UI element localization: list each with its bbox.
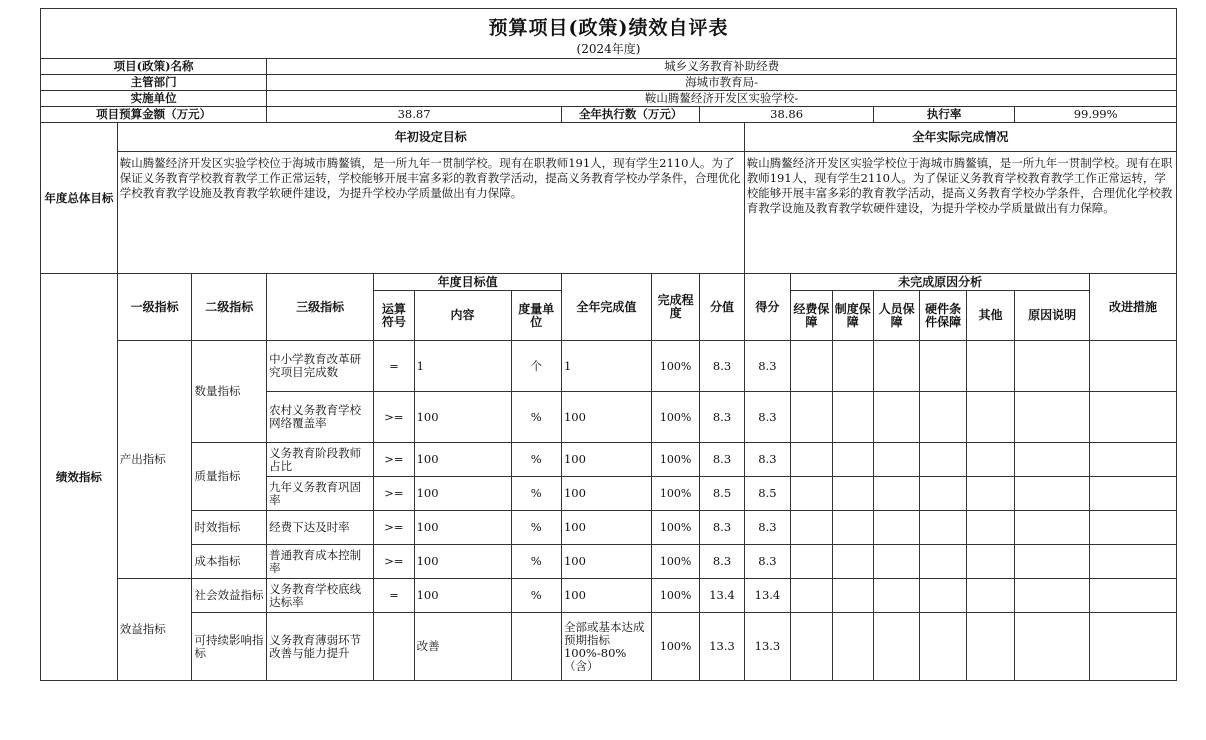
row-unit: % [511, 545, 561, 579]
budget-value: 38.87 [267, 107, 562, 123]
row-level3: 经费下达及时率 [267, 511, 374, 545]
reason-cell [873, 443, 919, 477]
improve-cell [1089, 545, 1176, 579]
planned-goal-text: 鞍山腾鳌经济开发区实验学校位于海城市腾鳌镇，是一所九年一贯制学校。现有在职教师191人，现有学生2110人。为了保证义务教育学校教育教学工作正常运转，学校能够开展丰富多彩的教育教学活动，提高义务教育学校办学条件，合理优化学校教育教学设施及教育教学软硬件建设，为提升学校办学质量做出有力保障。 [117, 152, 744, 274]
header-content: 内容 [414, 291, 511, 341]
header-unit: 度量单位 [511, 291, 561, 341]
row-value: 8.3 [700, 392, 744, 443]
row-actual: 1 [561, 341, 651, 392]
annual-goal-label: 年度总体目标 [41, 123, 118, 274]
row-score: 8.5 [744, 477, 790, 511]
reason-cell [1015, 511, 1090, 545]
row-level3: 普通教育成本控制率 [267, 545, 374, 579]
row-content: 100 [414, 545, 511, 579]
sheet-title: 预算项目(政策)绩效自评表 [41, 9, 1177, 42]
reason-cell [791, 443, 832, 477]
row-score: 8.3 [744, 443, 790, 477]
row-value: 13.3 [700, 613, 744, 681]
row-content: 1 [414, 341, 511, 392]
row-value: 8.3 [700, 545, 744, 579]
row-content: 100 [414, 579, 511, 613]
row-op: >= [374, 477, 414, 511]
exec-label: 全年执行数（万元） [561, 107, 699, 123]
row-level3: 九年义务教育巩固率 [267, 477, 374, 511]
reason-cell [1015, 579, 1090, 613]
header-score: 得分 [744, 274, 790, 341]
reason-cell [873, 511, 919, 545]
header-actual: 全年完成值 [561, 274, 651, 341]
level2-quantity: 数量指标 [192, 341, 267, 443]
reason-cell [832, 545, 873, 579]
rate-label: 执行率 [873, 107, 1014, 123]
reason-cell [920, 392, 966, 443]
row-content: 100 [414, 443, 511, 477]
header-improve: 改进措施 [1089, 274, 1176, 341]
level1-output: 产出指标 [117, 341, 192, 579]
row-unit: % [511, 477, 561, 511]
row-actual: 100 [561, 392, 651, 443]
row-op: >= [374, 392, 414, 443]
reason-cell [873, 579, 919, 613]
reason-cell [1015, 341, 1090, 392]
budget-label: 项目预算金额（万元） [41, 107, 267, 123]
row-actual: 100 [561, 511, 651, 545]
perf-indicator-label: 绩效指标 [41, 274, 118, 681]
row-unit: 个 [511, 341, 561, 392]
row-score: 8.3 [744, 392, 790, 443]
header-hardware: 硬件条件保障 [920, 291, 966, 341]
row-score: 13.3 [744, 613, 790, 681]
reason-cell [920, 443, 966, 477]
evaluation-table [40, 8, 1177, 681]
level2-cost: 成本指标 [192, 545, 267, 579]
reason-cell [920, 511, 966, 545]
row-op: >= [374, 443, 414, 477]
improve-cell [1089, 443, 1176, 477]
reason-cell [966, 545, 1014, 579]
row-unit: % [511, 443, 561, 477]
reason-cell [920, 613, 966, 681]
reason-cell [966, 443, 1014, 477]
header-funding: 经费保障 [791, 291, 832, 341]
reason-cell [1015, 392, 1090, 443]
row-actual: 100 [561, 443, 651, 477]
row-op: = [374, 341, 414, 392]
row-score: 8.3 [744, 511, 790, 545]
row-value: 8.3 [700, 443, 744, 477]
improve-cell [1089, 392, 1176, 443]
reason-cell [1015, 477, 1090, 511]
reason-cell [920, 579, 966, 613]
row-op: >= [374, 545, 414, 579]
row-content: 改善 [414, 613, 511, 681]
reason-cell [966, 341, 1014, 392]
reason-cell [832, 579, 873, 613]
improve-cell [1089, 613, 1176, 681]
row-actual: 100 [561, 477, 651, 511]
row-level3: 义务教育学校底线达标率 [267, 579, 374, 613]
reason-cell [791, 341, 832, 392]
reason-cell [1015, 613, 1090, 681]
improve-cell [1089, 511, 1176, 545]
row-degree: 100% [651, 545, 699, 579]
reason-cell [966, 579, 1014, 613]
row-unit: % [511, 579, 561, 613]
row-score: 8.3 [744, 341, 790, 392]
row-unit: % [511, 392, 561, 443]
level2-social: 社会效益指标 [192, 579, 267, 613]
reason-cell [791, 613, 832, 681]
level1-benefit: 效益指标 [117, 579, 192, 681]
row-content: 100 [414, 511, 511, 545]
row-op: = [374, 579, 414, 613]
reason-cell [920, 477, 966, 511]
row-op: >= [374, 511, 414, 545]
header-target-group: 年度目标值 [374, 274, 562, 291]
row-content: 100 [414, 477, 511, 511]
row-value: 8.3 [700, 511, 744, 545]
actual-goal-header: 全年实际完成情况 [744, 123, 1176, 152]
reason-cell [873, 613, 919, 681]
reason-cell [832, 392, 873, 443]
row-unit [511, 613, 561, 681]
dept-value: 海城市教育局- [267, 75, 1177, 91]
reason-cell [832, 443, 873, 477]
row-op [374, 613, 414, 681]
sheet-year: (2024年度) [41, 42, 1177, 59]
reason-cell [966, 392, 1014, 443]
dept-label: 主管部门 [41, 75, 267, 91]
row-level3: 中小学教育改革研究项目完成数 [267, 341, 374, 392]
reason-cell [832, 511, 873, 545]
header-reason-group: 未完成原因分析 [791, 274, 1090, 291]
row-degree: 100% [651, 341, 699, 392]
reason-cell [873, 545, 919, 579]
row-actual: 全部或基本达成预期指标100%-80%（含） [561, 613, 651, 681]
row-value: 8.5 [700, 477, 744, 511]
row-unit: % [511, 511, 561, 545]
row-level3: 义务教育薄弱环节改善与能力提升 [267, 613, 374, 681]
row-score: 13.4 [744, 579, 790, 613]
row-degree: 100% [651, 613, 699, 681]
row-value: 13.4 [700, 579, 744, 613]
row-level3: 义务教育阶段教师占比 [267, 443, 374, 477]
planned-goal-header: 年初设定目标 [117, 123, 744, 152]
level2-sustain: 可持续影响指标 [192, 613, 267, 681]
reason-cell [1015, 443, 1090, 477]
row-degree: 100% [651, 443, 699, 477]
row-degree: 100% [651, 579, 699, 613]
header-reason: 原因说明 [1015, 291, 1090, 341]
header-level3: 三级指标 [267, 274, 374, 341]
reason-cell [873, 392, 919, 443]
level2-quality: 质量指标 [192, 443, 267, 511]
header-other: 其他 [966, 291, 1014, 341]
performance-evaluation-sheet [40, 8, 1177, 718]
row-score: 8.3 [744, 545, 790, 579]
improve-cell [1089, 477, 1176, 511]
reason-cell [873, 341, 919, 392]
header-degree: 完成程度 [651, 274, 699, 341]
row-degree: 100% [651, 392, 699, 443]
row-level3: 农村义务教育学校网络覆盖率 [267, 392, 374, 443]
reason-cell [791, 579, 832, 613]
row-value: 8.3 [700, 341, 744, 392]
rate-value: 99.99% [1015, 107, 1177, 123]
reason-cell [791, 392, 832, 443]
reason-cell [873, 477, 919, 511]
project-name-value: 城乡义务教育补助经费 [267, 59, 1177, 75]
reason-cell [966, 477, 1014, 511]
reason-cell [966, 613, 1014, 681]
unit-value: 鞍山腾鳌经济开发区实验学校- [267, 91, 1177, 107]
header-system: 制度保障 [832, 291, 873, 341]
row-actual: 100 [561, 545, 651, 579]
reason-cell [966, 511, 1014, 545]
unit-label: 实施单位 [41, 91, 267, 107]
header-level2: 二级指标 [192, 274, 267, 341]
reason-cell [1015, 545, 1090, 579]
project-name-label: 项目(政策)名称 [41, 59, 267, 75]
reason-cell [832, 341, 873, 392]
reason-cell [791, 477, 832, 511]
header-staff: 人员保障 [873, 291, 919, 341]
exec-value: 38.86 [700, 107, 874, 123]
reason-cell [791, 511, 832, 545]
reason-cell [832, 477, 873, 511]
header-level1: 一级指标 [117, 274, 192, 341]
improve-cell [1089, 579, 1176, 613]
reason-cell [791, 545, 832, 579]
improve-cell [1089, 341, 1176, 392]
level2-time: 时效指标 [192, 511, 267, 545]
reason-cell [920, 341, 966, 392]
reason-cell [832, 613, 873, 681]
header-op: 运算符号 [374, 291, 414, 341]
row-content: 100 [414, 392, 511, 443]
row-actual: 100 [561, 579, 651, 613]
row-degree: 100% [651, 477, 699, 511]
header-score-value: 分值 [700, 274, 744, 341]
reason-cell [920, 545, 966, 579]
row-degree: 100% [651, 511, 699, 545]
actual-goal-text: 鞍山腾鳌经济开发区实验学校位于海城市腾鳌镇，是一所九年一贯制学校。现有在职教师191人，现有学生2110人。为了保证义务教育学校教育教学工作正常运转，学校能够开展丰富多彩的教育教学活动，提高义务教育学校办学条件，合理优化学校教育教学设施及教育教学软硬件建设，为提升学校办学质量做出有力保障。 [744, 152, 1176, 274]
